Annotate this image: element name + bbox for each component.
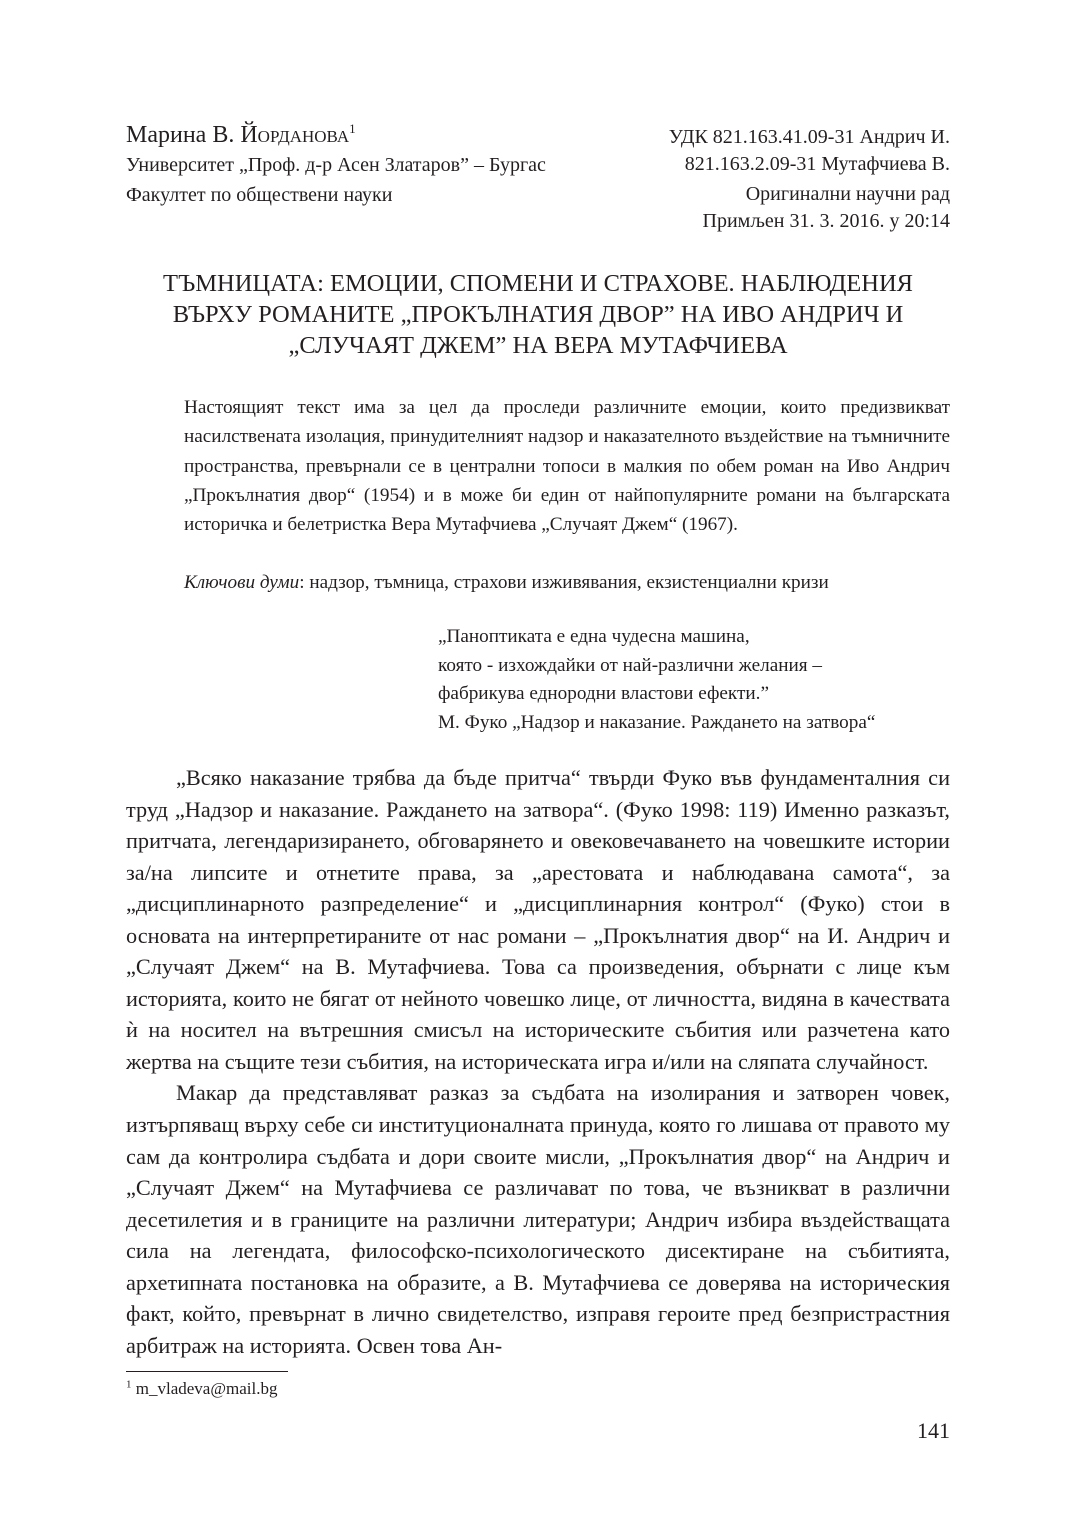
body-paragraph-1: „Всяко наказание трябва да бъде притча“ твърди Фуко във фундаменталния си труд „Надзор и наказание. Раждането на затвора“. (Фуко 1998: 119) Именно разказът, притчата, легендаризирането, обговарянето и овековечаването на човешките истории за/на липсите и отнетите права, за „арестовата и наблюдавана самота“, за „дисциплинарното разпределение“ и „дисциплинарния контрол“ (Фуко) стои в основата на интерпретираните от нас романи – „Прокълнатия двор“ на И. Андрич и „Случаят Джем“ на В. Мутафчиева. Това са произведения, обърнати с лице към историята, които не бягат от нейното човешко лице, от личността, видяна в качествата ѝ на носител на вътрешния смисъл на историческите събития или разчетена като жертва на същите тези събития, на историческата игра и/или на сляпата случайност. [126, 765, 950, 1074]
udk-line-1: УДК 821.163.41.09-31 Андрич И. [668, 126, 950, 148]
article-title [126, 268, 950, 361]
epigraph-line-3: фабрикува еднородни властови ефекти.” [438, 683, 769, 704]
abstract [184, 393, 950, 539]
author-first-name: Марина В. [126, 122, 241, 148]
keywords-list: надзор, тъмница, страхови изживявания, екзистенциални кризи [309, 572, 829, 593]
affiliation-university: Университет „Проф. д-р Асен Златаров” – Бургас [126, 154, 546, 176]
body-paragraph-2: Макар да представляват разказ за съдбата на изолирания и затворен човек, изтърпяващ върху себе си институционалната принуда, която го лишава от правото му сам да контролира съдбата и дори своите мисли, „Прокълнатия двор“ на Андрич и „Случаят Джем“ на Мутафчиева се различават по това, че възникват в различни десетилетия и в границите на различни литератури; Андрич избира въздействащата сила на легендата, философско-психологическото дисектиране на събитията, архетипната постановка на образите, а В. Мутафчиева се доверява на историческия факт, който, превърнат в лично свидетелство, изправя героите пред безпристрастния арбитраж на историята. Освен това Ан- [126, 1080, 950, 1358]
title-line-1: ТЪМНИЦАТА: ЕМОЦИИ, СПОМЕНИ И СТРАХОВЕ. НАБЛЮДЕНИЯ [162, 270, 913, 297]
title-line-2: ВЪРХУ РОМАНИТЕ „ПРОКЪЛНАТИЯ ДВОР” НА ИВО АНДРИЧ И [172, 301, 904, 328]
footnote-number: 1 [126, 1378, 132, 1391]
epigraph [438, 623, 958, 737]
keywords-separator: : [299, 572, 310, 593]
epigraph-line-2: която - изхождайки от най-различни желания – [438, 654, 822, 676]
abstract-text: Настоящият текст има за цел да проследи различните емоции, които предизвикват насилствената изолация, принудителният надзор и наказателното въздействие на тъмничните пространства, превърнали се в централни топоси в малкия по обем роман на Иво Андрич „Прокълнатия двор“ (1954) и в може би един от найпопулярните романи на българската историчка и белетристка Вера Мутафчиева „Случаят Джем“ (1967). [184, 397, 950, 536]
keywords-label: Ключови думи [184, 572, 300, 593]
body-text [126, 762, 950, 1361]
page-number: 141 [917, 1418, 950, 1443]
udk-line-2: 821.163.2.09-31 Мутафчиева В. [684, 153, 950, 175]
footnote [126, 1377, 277, 1401]
paper-type: Оригинални научни рад [745, 183, 950, 205]
article-meta [550, 124, 950, 235]
title-line-3: „СЛУЧАЯТ ДЖЕМ” НА ВЕРА МУТАФЧИЕВА [288, 332, 788, 359]
author-last-name: Йорданова [240, 122, 350, 148]
author-footnote-ref: 1 [349, 121, 356, 136]
received-date: Примљен 31. 3. 2016. у 20:14 [702, 210, 950, 232]
footnote-email: m_vladeva@mail.bg [131, 1379, 278, 1398]
footnote-rule [126, 1371, 288, 1372]
epigraph-line-1: „Паноптиката е една чудесна машина, [438, 626, 750, 647]
keywords [184, 568, 950, 597]
affiliation-faculty: Факултет по обществени науки [126, 184, 393, 206]
epigraph-attribution: М. Фуко „Надзор и наказание. Раждането на затвора“ [438, 711, 876, 733]
